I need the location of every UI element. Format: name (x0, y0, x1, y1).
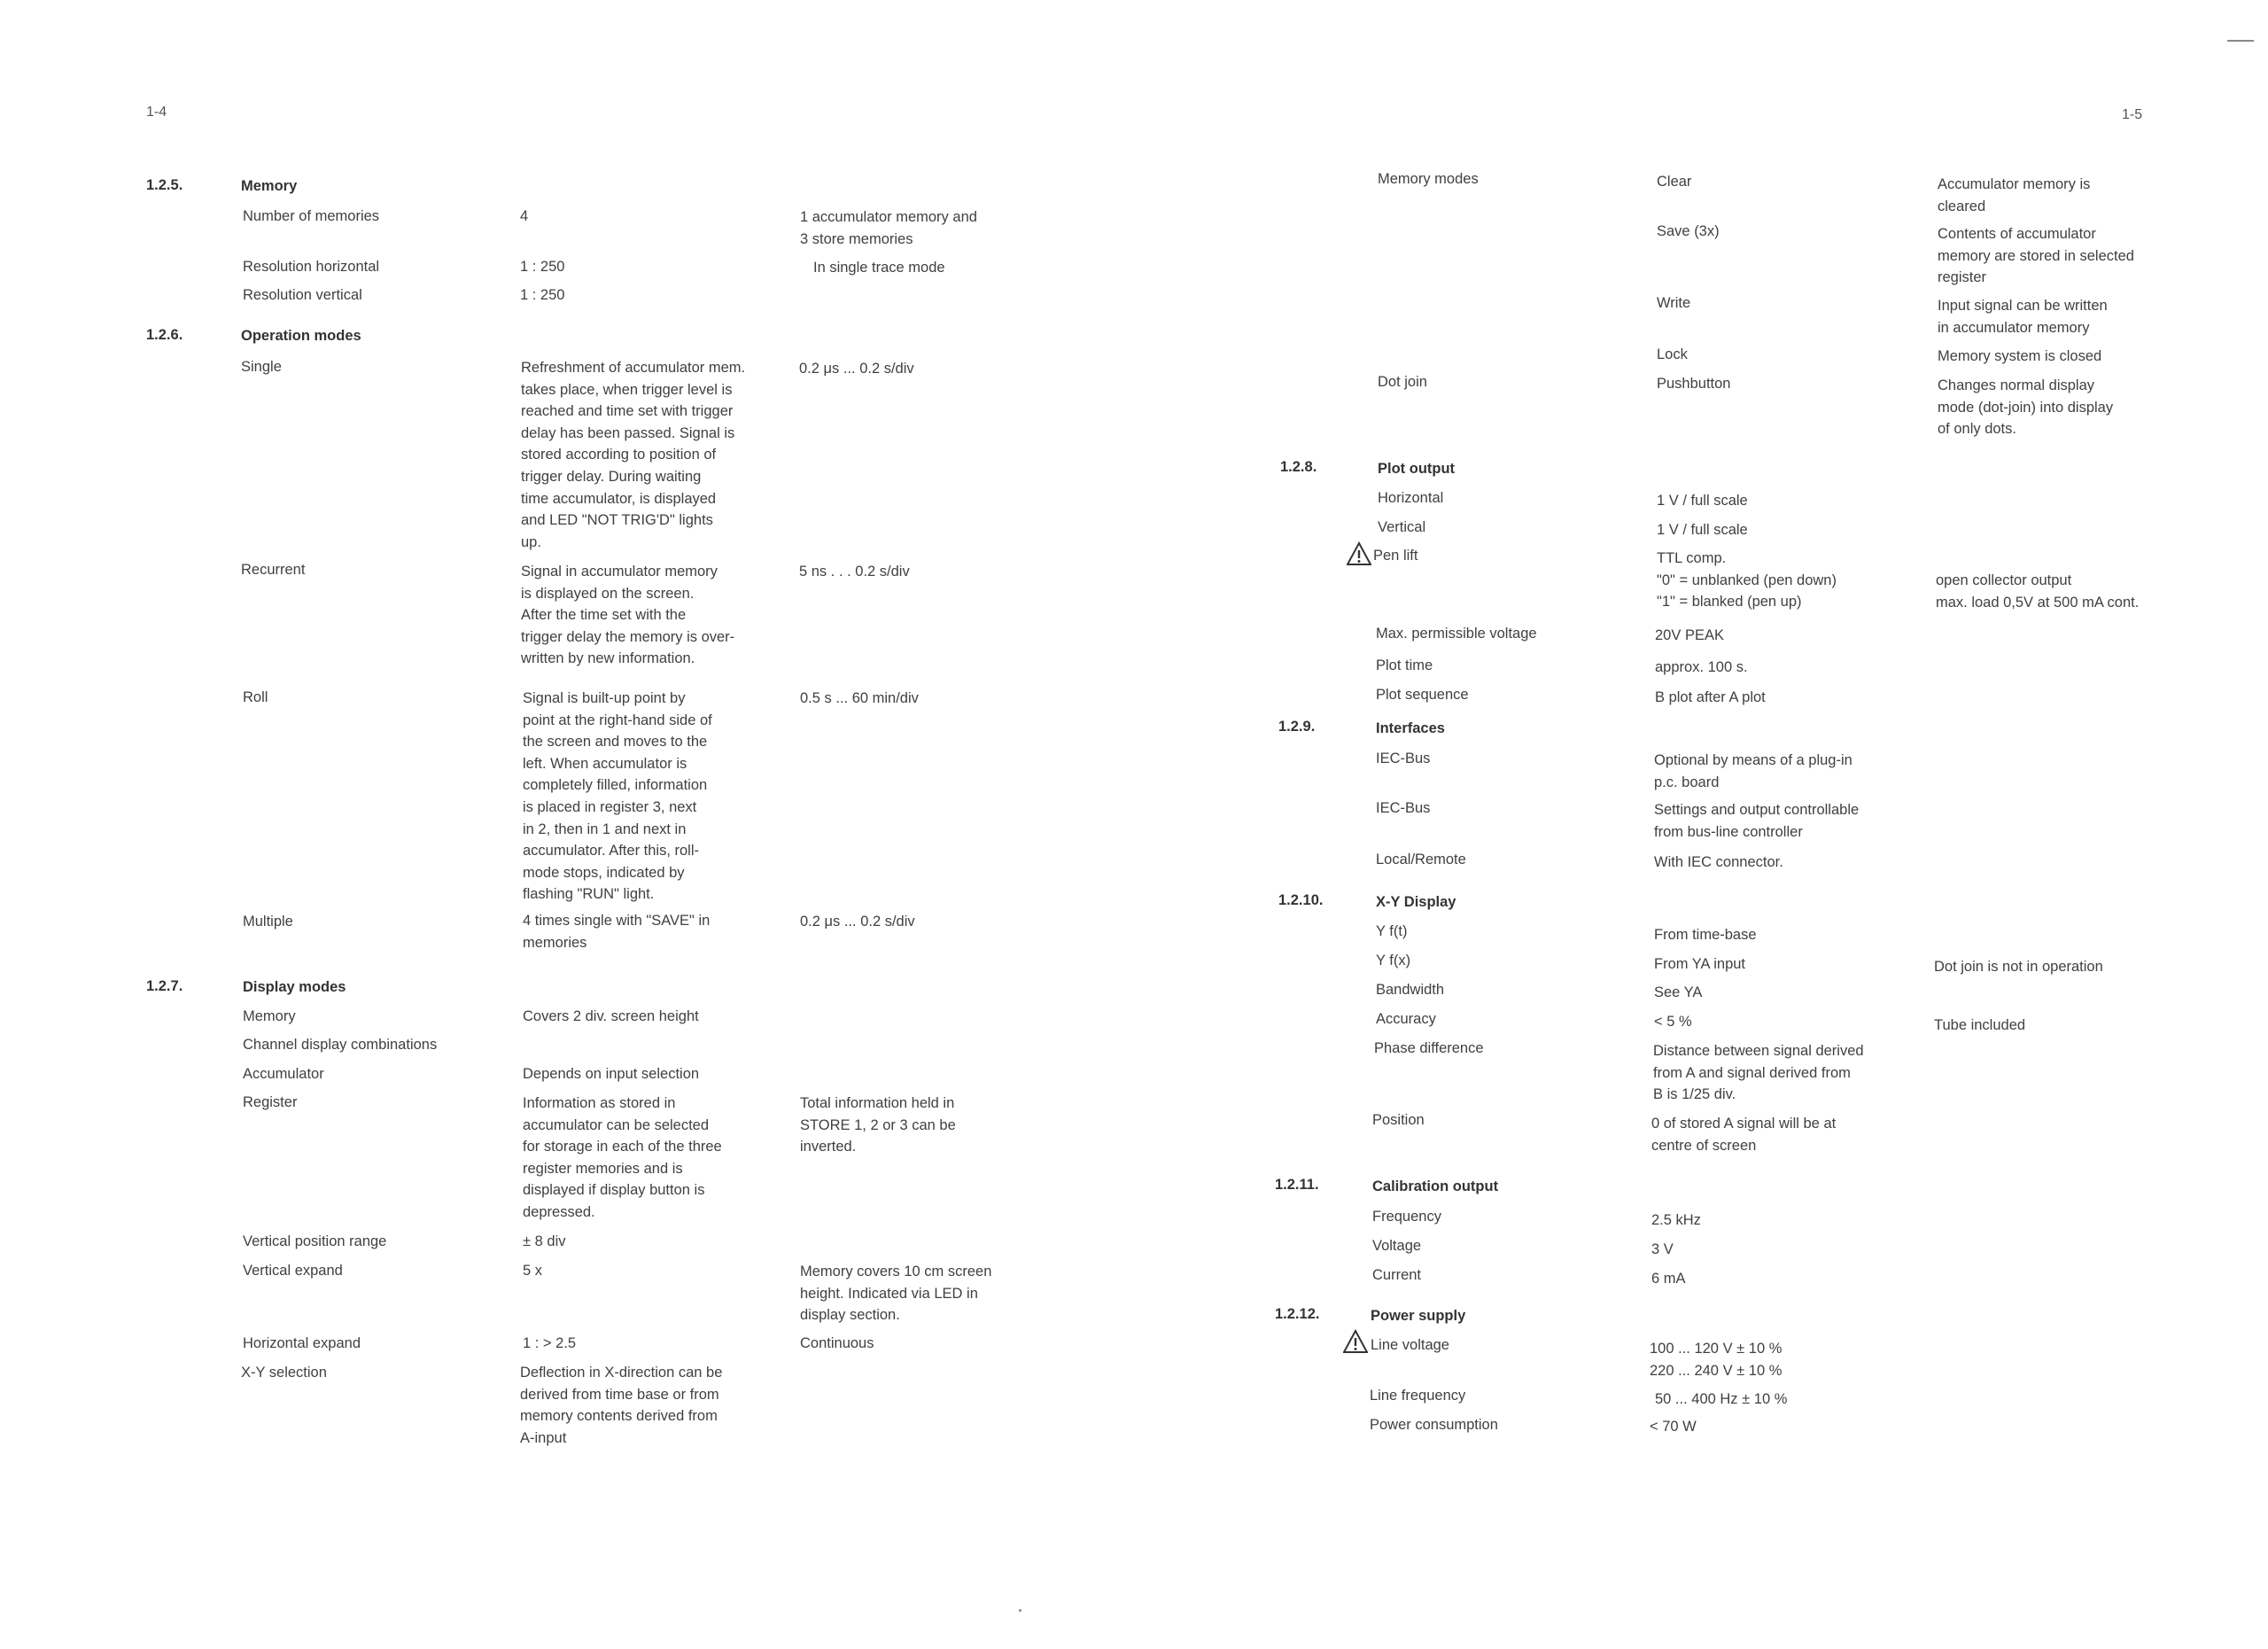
section-title-plot-output: Plot output (1378, 461, 1456, 477)
spec-note: Accumulator memory is cleared (1938, 176, 2091, 214)
spec-value: 1 V / full scale (1657, 493, 1748, 509)
spec-value: From YA input (1654, 956, 1746, 972)
spec-value: Distance between signal derived from A and signal derived from B is 1/25 div. (1653, 1043, 1864, 1103)
spec-label: Current (1372, 1267, 1422, 1283)
spec-note: Total information held in STORE 1, 2 or 3 can be inverted. (800, 1095, 956, 1155)
spec-value: See YA (1654, 984, 1703, 1000)
spec-label: Resolution vertical (243, 287, 362, 303)
section-number: 1.2.10. (1278, 892, 1324, 908)
spec-label: Roll (243, 689, 268, 705)
spec-value: Deflection in X-direction can be derived from time base or from memory contents derived from A-input (520, 1365, 723, 1446)
scan-speck (1019, 1609, 1021, 1612)
section-title-memory: Memory (241, 178, 298, 194)
section-number: 1.2.12. (1275, 1306, 1320, 1322)
spec-value: 3 V (1651, 1241, 1674, 1257)
spec-label: Channel display combinations (243, 1037, 438, 1053)
spec-label: Power consumption (1370, 1417, 1498, 1433)
spec-label: Accumulator (243, 1066, 324, 1082)
spec-label: Accuracy (1376, 1011, 1436, 1027)
spec-label: Plot time (1376, 657, 1433, 673)
section-number: 1.2.9. (1278, 719, 1316, 735)
section-number: 1.2.5. (146, 177, 183, 193)
spec-value: 1 V / full scale (1657, 522, 1748, 538)
section-title-interfaces: Interfaces (1376, 720, 1445, 736)
spec-value: From time-base (1654, 927, 1757, 943)
spec-value: Information as stored in accumulator can be selected for storage in each of the three register memories and is displayed if display button is depressed. (523, 1095, 722, 1220)
spec-label: Register (243, 1094, 298, 1110)
spec-note: Memory system is closed (1938, 348, 2102, 364)
section-title-operation-modes: Operation modes (241, 328, 361, 344)
spec-value: TTL comp. "0" = unblanked (pen down) "1" = blanked (pen up) (1657, 550, 1837, 611)
spec-note: Dot join is not in operation (1934, 959, 2103, 975)
spec-label: Number of memories (243, 208, 380, 224)
spec-label: Memory (243, 1008, 296, 1024)
spec-value: Signal in accumulator memory is displayed on the screen. After the time set with the trigger delay the memory is over- written by new information. (521, 564, 735, 667)
spec-label: Vertical (1378, 519, 1426, 535)
spec-label: X-Y selection (241, 1365, 327, 1381)
spec-note: Contents of accumulator memory are stored in selected register (1938, 226, 2134, 286)
spec-note: Tube included (1934, 1017, 2026, 1033)
spec-note: open collector output max. load 0,5V at 500 mA cont. (1936, 572, 2140, 611)
spec-label: Y f(x) (1376, 953, 1411, 968)
spec-label: Vertical expand (243, 1263, 343, 1279)
spec-value: approx. 100 s. (1655, 659, 1748, 675)
spec-note: Changes normal display mode (dot-join) into display of only dots. (1938, 377, 2114, 438)
spec-value: 1 : 250 (520, 287, 565, 303)
spec-note: Input signal can be written in accumulator memory (1938, 298, 2108, 336)
spec-note: 5 ns . . . 0.2 s/div (799, 564, 910, 579)
spec-value: Refreshment of accumulator mem. takes place, when trigger level is reached and time set with trigger delay has been passed. Signal is stored according to position of trigger delay. During waiting time accumulator, is displayed and LED "NOT TRIG'D" lights up. (521, 360, 746, 550)
spec-label: Y f(t) (1376, 923, 1408, 939)
spec-value: 2.5 kHz (1651, 1212, 1701, 1228)
spec-label: Vertical position range (243, 1233, 387, 1249)
spec-label: Line voltage (1371, 1337, 1449, 1353)
spec-note: 0.5 s ... 60 min/div (800, 690, 919, 706)
section-number: 1.2.7. (146, 978, 183, 994)
spec-label: Bandwidth (1376, 982, 1445, 998)
spec-value: 5 x (523, 1263, 543, 1279)
section-title-xy-display: X-Y Display (1376, 894, 1456, 910)
spec-note: Continuous (800, 1335, 874, 1351)
spec-value: B plot after A plot (1655, 689, 1766, 705)
spec-note: 1 accumulator memory and 3 store memories (800, 209, 977, 247)
spec-value: Save (3x) (1657, 223, 1720, 239)
spec-value: 1 : 250 (520, 259, 565, 275)
spec-value: < 5 % (1654, 1014, 1692, 1030)
spec-value: 6 mA (1651, 1271, 1686, 1287)
page-number-right: 1-5 (2122, 107, 2143, 122)
spec-value: 4 (520, 208, 529, 224)
spec-label: Max. permissible voltage (1376, 626, 1537, 642)
spec-label: Horizontal (1378, 490, 1444, 506)
spec-value: With IEC connector. (1654, 854, 1783, 870)
spec-value: 100 ... 120 V ± 10 % 220 ... 240 V ± 10 % (1650, 1341, 1783, 1379)
spec-label: Frequency (1372, 1209, 1441, 1225)
scan-edge-mark (2227, 40, 2254, 42)
spec-label: Multiple (243, 914, 293, 930)
section-title-power-supply: Power supply (1371, 1308, 1466, 1324)
spec-label: Memory modes (1378, 171, 1479, 187)
spec-value: Lock (1657, 346, 1688, 362)
spec-label: IEC-Bus (1376, 751, 1431, 766)
spec-value: Optional by means of a plug-in p.c. board (1654, 752, 1852, 790)
spec-label: Line frequency (1370, 1388, 1466, 1404)
spec-label: Plot sequence (1376, 687, 1469, 703)
spec-value: Pushbutton (1657, 376, 1731, 392)
spec-label: IEC-Bus (1376, 800, 1431, 816)
spec-note: 0.2 μs ... 0.2 s/div (799, 361, 914, 377)
spec-value: Covers 2 div. screen height (523, 1008, 699, 1024)
section-number: 1.2.8. (1280, 459, 1317, 475)
spec-value: 4 times single with "SAVE" in memories (523, 913, 711, 951)
spec-value: 0 of stored A signal will be at centre of screen (1651, 1116, 1837, 1154)
spec-label: Recurrent (241, 562, 306, 578)
spec-label: Local/Remote (1376, 852, 1466, 867)
spec-value: Signal is built-up point by point at the right-hand side of the screen and moves to the left. When accumulator is completely filled, information is placed in register 3, next in 2, then in 1 and next in accumulator. After this, roll- mode stops, indicated by flashing "RUN" light. (523, 690, 712, 903)
spec-value: Clear (1657, 174, 1692, 190)
spec-value: Write (1657, 295, 1691, 311)
spec-value: < 70 W (1650, 1419, 1697, 1435)
section-number: 1.2.11. (1275, 1177, 1319, 1193)
spec-label: Single (241, 359, 282, 375)
spec-value: ± 8 div (523, 1233, 566, 1249)
spec-value: 20V PEAK (1655, 627, 1724, 643)
spec-label: Phase difference (1374, 1040, 1484, 1056)
spec-value: Depends on input selection (523, 1066, 700, 1082)
spec-note: 0.2 μs ... 0.2 s/div (800, 914, 915, 930)
spec-value: Settings and output controllable from bus-line controller (1654, 802, 1860, 840)
section-title-display-modes: Display modes (243, 979, 346, 995)
spec-note: In single trace mode (813, 260, 945, 276)
spec-label: Dot join (1378, 374, 1427, 390)
section-number: 1.2.6. (146, 327, 183, 343)
page-number-left: 1-4 (146, 105, 167, 120)
spec-note: Memory covers 10 cm screen height. Indicated via LED in display section. (800, 1264, 992, 1324)
section-title-calibration-output: Calibration output (1372, 1178, 1499, 1194)
spec-value: 1 : > 2.5 (523, 1335, 577, 1351)
warning-icon (1343, 1329, 1368, 1354)
spec-value: 50 ... 400 Hz ± 10 % (1655, 1391, 1788, 1407)
spec-label: Resolution horizontal (243, 259, 380, 275)
warning-icon (1347, 541, 1371, 566)
spec-label: Pen lift (1373, 548, 1418, 564)
spec-label: Position (1372, 1112, 1425, 1128)
spec-label: Horizontal expand (243, 1335, 361, 1351)
spec-label: Voltage (1372, 1238, 1422, 1254)
